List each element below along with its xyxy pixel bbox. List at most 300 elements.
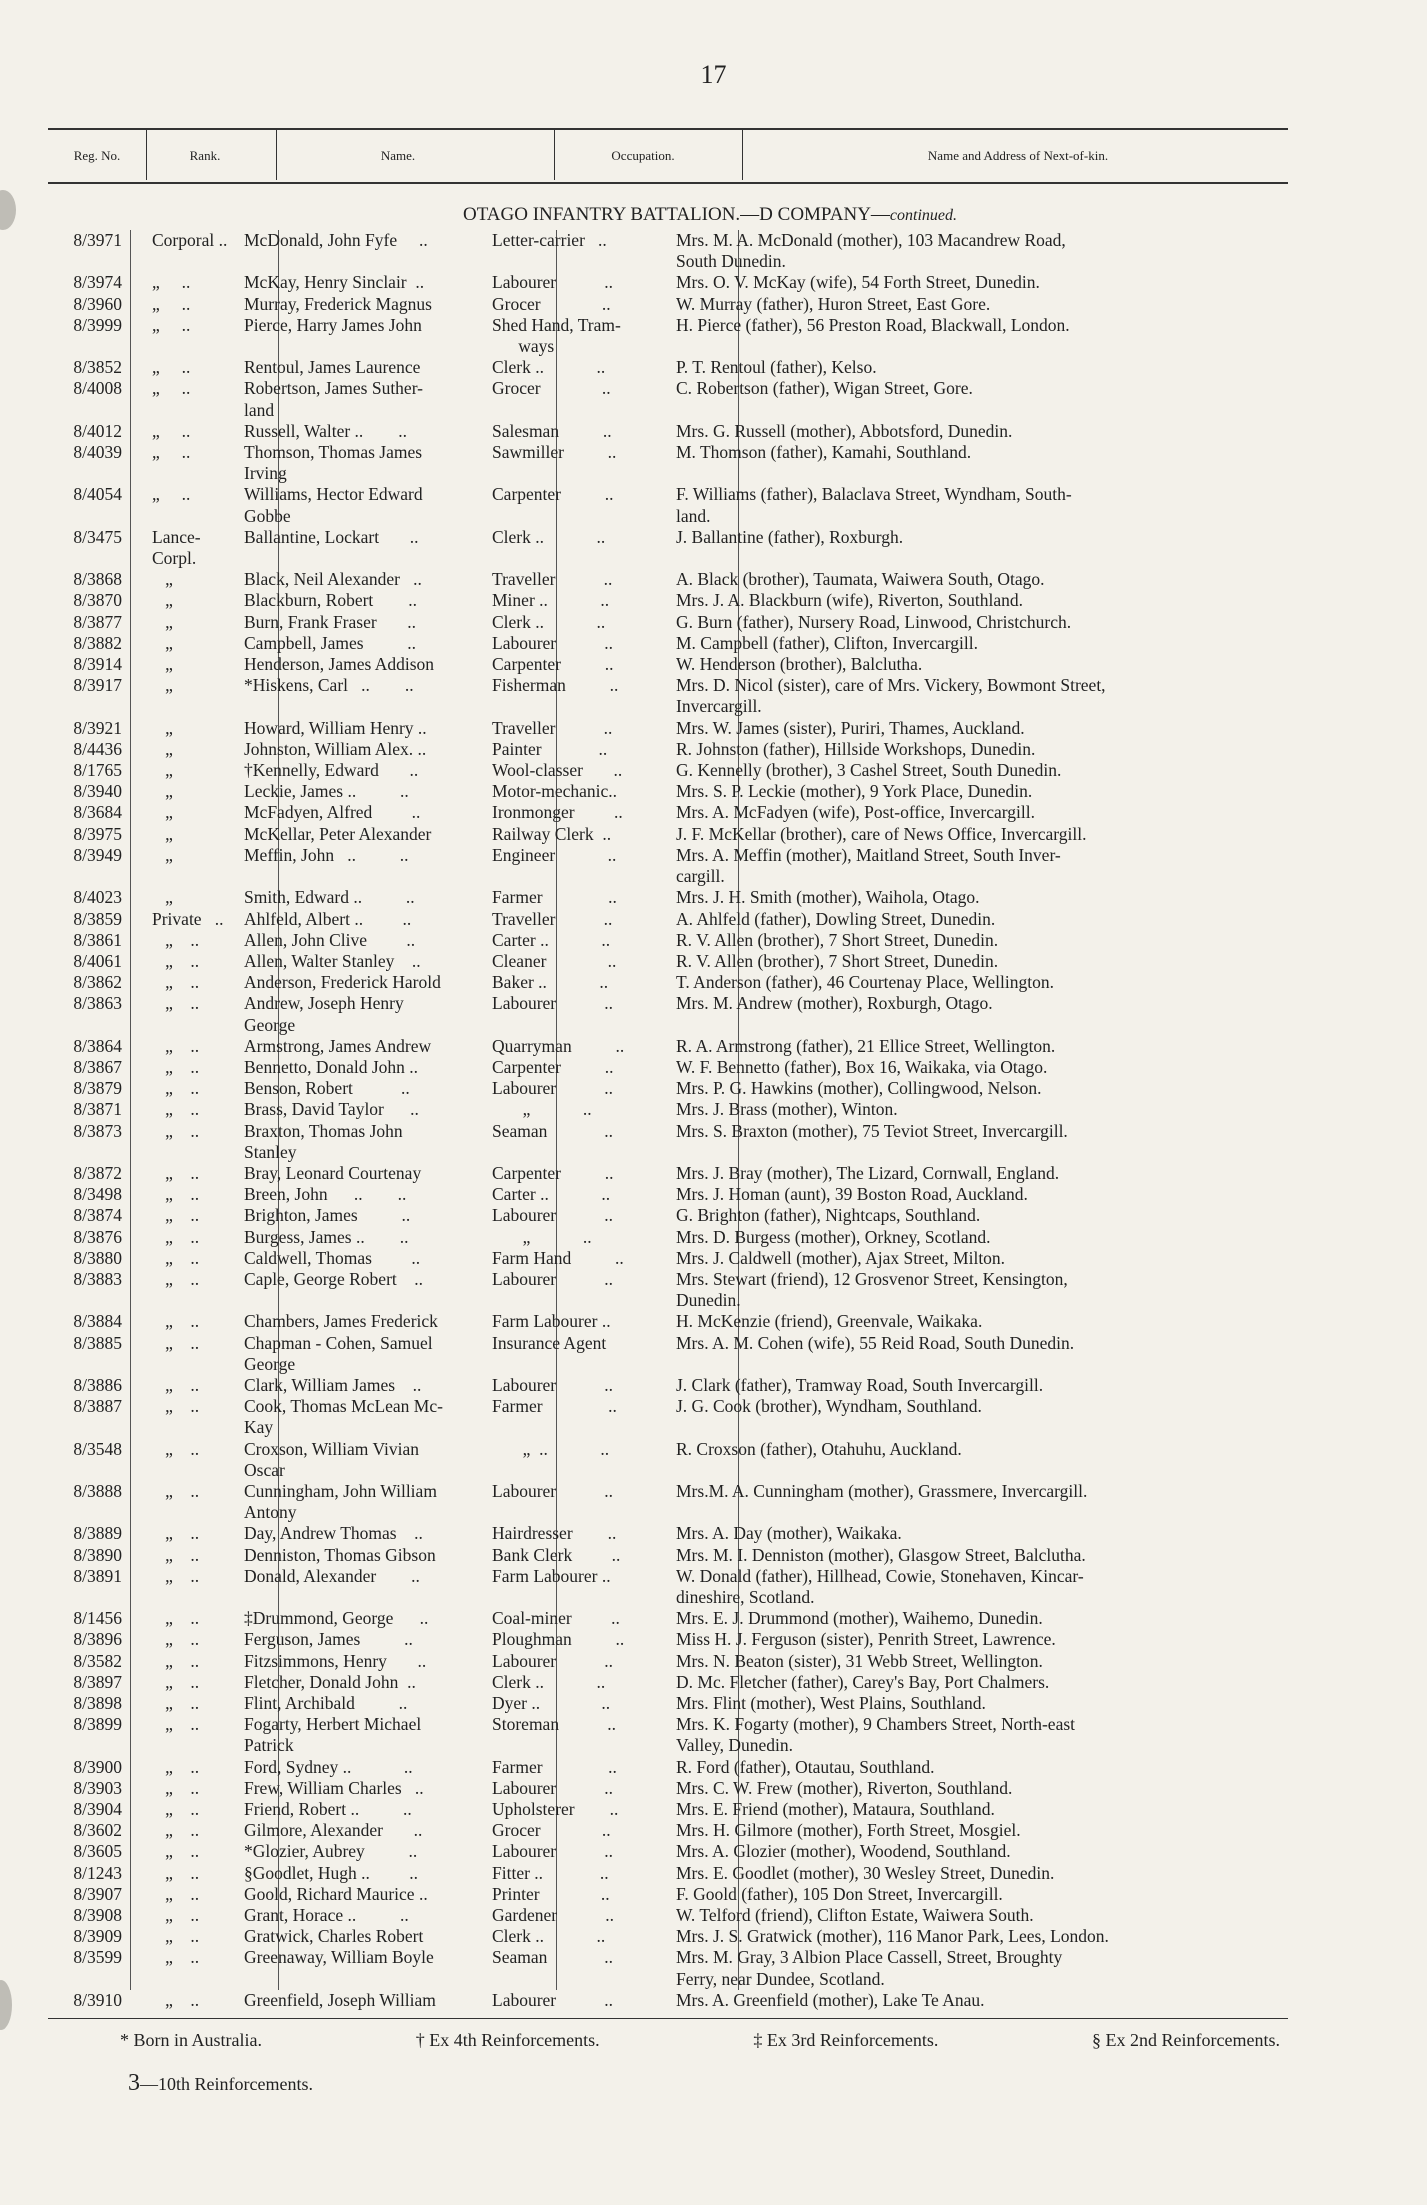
next-of-kin-cell: P. T. Rentoul (father), Kelso. — [676, 357, 877, 378]
reg-no-cell: 8/3879 — [73, 1078, 122, 1099]
rank-cell: „ .. — [152, 993, 200, 1014]
header-next-of-kin: Name and Address of Next-of-kin. — [927, 148, 1109, 163]
name-cell: *Glozier, Aubrey .. — [244, 1841, 418, 1862]
reg-no-cell: 8/3862 — [73, 972, 122, 993]
table-row — [48, 1651, 1318, 1672]
reg-no-cell: 8/3917 — [73, 675, 122, 696]
header-name: Name. — [380, 148, 416, 163]
reg-no-cell: 8/3548 — [73, 1438, 122, 1459]
next-of-kin-cell: Mrs. M. I. Denniston (mother), Glasgow Street, Balclutha. — [676, 1544, 1086, 1565]
name-cell: McDonald, John Fyfe .. — [244, 230, 428, 250]
reg-no-cell: 8/3859 — [73, 908, 122, 929]
occupation-cell: Farmer .. — [492, 1756, 617, 1777]
name-cell: Allen, Walter Stanley .. — [244, 950, 421, 971]
occupation-cell: Farm Hand .. — [492, 1247, 624, 1268]
name-cell: Caple, George Robert .. — [244, 1268, 424, 1289]
footnote: ‡ Ex 3rd Reinforcements. — [753, 2030, 939, 2050]
header-reg-no: Reg. No. — [73, 148, 121, 163]
reg-no-cell: 8/3602 — [73, 1820, 122, 1841]
table-row — [48, 1248, 1318, 1269]
next-of-kin-cell: H. McKenzie (friend), Greenvale, Waikaka. — [676, 1311, 983, 1332]
occupation-cell: Shed Hand, Tram- ways — [492, 314, 621, 357]
reg-no-cell: 8/3882 — [73, 632, 122, 653]
reg-no-cell: 8/3887 — [73, 1396, 122, 1417]
next-of-kin-cell: Mrs. J. Caldwell (mother), Ajax Street, Milton. — [676, 1247, 1006, 1268]
table-row — [48, 1820, 1318, 1841]
page-number: 17 — [700, 60, 727, 89]
occupation-cell: Labourer .. — [492, 993, 614, 1014]
occupation-cell: Labourer .. — [492, 1841, 614, 1862]
occupation-cell: Labourer .. — [492, 1205, 614, 1226]
name-cell: Day, Andrew Thomas .. — [244, 1523, 423, 1544]
occupation-cell: Labourer .. — [492, 632, 614, 653]
name-cell: Ballantine, Lockart .. — [244, 526, 419, 547]
table-row — [48, 1396, 1318, 1438]
reg-no-cell: 8/3900 — [73, 1756, 122, 1777]
occupation-cell: Seaman .. — [492, 1120, 614, 1141]
rank-cell: „ .. — [152, 1650, 200, 1671]
table-row — [48, 802, 1318, 823]
occupation-cell: Fisherman .. — [492, 675, 619, 696]
rank-cell: „ .. — [152, 1544, 200, 1565]
occupation-cell: Miner .. .. — [492, 590, 610, 611]
occupation-cell: Labourer .. — [492, 1777, 614, 1798]
name-cell: Breen, John .. .. — [244, 1184, 407, 1205]
name-cell: Ahlfeld, Albert .. .. — [244, 908, 412, 929]
name-cell: Henderson, James Addison — [244, 654, 435, 675]
occupation-cell: Painter .. — [492, 738, 608, 759]
table-row — [48, 484, 1318, 526]
reg-no-cell: 8/3852 — [73, 357, 122, 378]
reg-no-cell: 8/3904 — [73, 1799, 122, 1820]
name-cell: McFadyen, Alfred .. — [244, 802, 421, 823]
occupation-cell: Ironmonger .. — [492, 802, 623, 823]
reg-no-cell: 8/3909 — [73, 1926, 122, 1947]
reg-no-cell: 8/3960 — [73, 293, 122, 314]
name-cell: Allen, John Clive .. — [244, 929, 416, 950]
occupation-cell: „ .. .. — [492, 1438, 610, 1459]
table-row — [48, 1608, 1318, 1629]
reg-no-cell: 8/3890 — [73, 1544, 122, 1565]
footer-rule — [48, 2018, 1288, 2019]
next-of-kin-cell: W. Donald (father), Hillhead, Cowie, Stonehaven, Kincar- dineshire, Scotland. — [676, 1565, 1084, 1607]
table-row — [48, 1841, 1318, 1862]
reg-no-cell: 8/3940 — [73, 781, 122, 802]
reg-no-cell: 8/3999 — [73, 314, 122, 335]
table-row — [48, 230, 1318, 272]
table-row — [48, 909, 1318, 930]
reg-no-cell: 8/3885 — [73, 1332, 122, 1353]
occupation-cell: Carpenter .. — [492, 484, 614, 505]
next-of-kin-cell: R. Ford (father), Otautau, Southland. — [676, 1756, 935, 1777]
name-cell: Flint, Archibald .. — [244, 1693, 408, 1714]
occupation-cell: Quarryman .. — [492, 1035, 625, 1056]
next-of-kin-cell: A. Black (brother), Taumata, Waiwera South, Otago. — [676, 569, 1045, 590]
rank-cell: „ .. — [152, 1693, 200, 1714]
table-row — [48, 1693, 1318, 1714]
occupation-cell: Wool-classer .. — [492, 760, 623, 781]
table-row — [48, 824, 1318, 845]
next-of-kin-cell: R. V. Allen (brother), 7 Short Street, Dunedin. — [676, 950, 999, 971]
name-cell: Russell, Walter .. .. — [244, 420, 408, 441]
name-cell: Friend, Robert .. .. — [244, 1799, 412, 1820]
table-row — [48, 1227, 1318, 1248]
header-divider — [276, 128, 277, 180]
rank-cell: „ .. — [152, 357, 191, 378]
name-cell: Meffin, John .. .. — [244, 844, 409, 865]
header-divider — [742, 128, 743, 180]
next-of-kin-cell: Mrs. H. Gilmore (mother), Forth Street, Mosgiel. — [676, 1820, 1021, 1841]
rank-cell: „ .. — [152, 1756, 200, 1777]
next-of-kin-cell: M. Campbell (father), Clifton, Invercargill. — [676, 632, 978, 653]
occupation-cell: Labourer .. — [492, 1078, 614, 1099]
reg-no-cell: 8/3498 — [73, 1184, 122, 1205]
next-of-kin-cell: J. Ballantine (father), Roxburgh. — [676, 526, 904, 547]
next-of-kin-cell: G. Brighton (father), Nightcaps, Southland. — [676, 1205, 981, 1226]
next-of-kin-cell: Mrs. A. Glozier (mother), Woodend, Southland. — [676, 1841, 1011, 1862]
occupation-cell: Carpenter .. — [492, 1162, 614, 1183]
rank-cell: „ .. — [152, 378, 191, 399]
next-of-kin-cell: G. Burn (father), Nursery Road, Linwood, Christchurch. — [676, 611, 1072, 632]
next-of-kin-cell: F. Goold (father), 105 Don Street, Invercargill. — [676, 1883, 1003, 1904]
rank-cell: „ .. — [152, 442, 191, 463]
next-of-kin-cell: Mrs. Flint (mother), West Plains, Southland. — [676, 1693, 986, 1714]
rank-cell: „ — [152, 654, 173, 675]
table-row — [48, 930, 1318, 951]
name-cell: Frew, William Charles .. — [244, 1777, 424, 1798]
rank-cell: „ .. — [152, 420, 191, 441]
occupation-cell: Labourer .. — [492, 1374, 614, 1395]
occupation-cell: Labourer .. — [492, 1989, 614, 2010]
table-row — [48, 675, 1318, 717]
footnote: § Ex 2nd Reinforcements. — [1092, 2030, 1280, 2050]
occupation-cell: Traveller .. — [492, 908, 613, 929]
occupation-cell: Farm Labourer .. — [492, 1311, 611, 1332]
next-of-kin-cell: Mrs.M. A. Cunningham (mother), Grassmere, Invercargill. — [676, 1480, 1088, 1501]
rank-cell: „ .. — [152, 972, 200, 993]
reg-no-cell: 8/4436 — [73, 738, 122, 759]
rank-cell: „ — [152, 632, 173, 653]
name-cell: Pierce, Harry James John — [244, 314, 422, 335]
reg-no-cell: 8/3874 — [73, 1205, 122, 1226]
name-cell: *Hiskens, Carl .. .. — [244, 675, 414, 696]
table-row — [48, 1905, 1318, 1926]
rank-cell: „ .. — [152, 1438, 200, 1459]
rank-cell: „ .. — [152, 1629, 200, 1650]
table-row — [48, 1757, 1318, 1778]
occupation-cell: Labourer .. — [492, 1650, 614, 1671]
reg-no-cell: 8/3605 — [73, 1841, 122, 1862]
table-row — [48, 1036, 1318, 1057]
reg-no-cell: 8/4008 — [73, 378, 122, 399]
rank-cell: „ .. — [152, 1184, 200, 1205]
rank-cell: „ — [152, 802, 173, 823]
next-of-kin-cell: Mrs. J. H. Smith (mother), Waihola, Otago. — [676, 887, 980, 908]
next-of-kin-cell: Mrs. J. Bray (mother), The Lizard, Cornwall, England. — [676, 1162, 1060, 1183]
next-of-kin-cell: Mrs. Stewart (friend), 12 Grosvenor Street, Kensington, Dunedin. — [676, 1268, 1068, 1311]
roll-table — [48, 230, 1318, 2011]
occupation-cell: Traveller .. — [492, 717, 613, 738]
reg-no-cell: 8/1456 — [73, 1608, 122, 1629]
name-cell: Smith, Edward .. .. — [244, 887, 415, 908]
occupation-cell: „ .. — [492, 1226, 592, 1247]
occupation-cell: Clerk .. .. — [492, 1671, 606, 1692]
occupation-cell: Cleaner .. — [492, 950, 617, 971]
name-cell: Fitzsimmons, Henry .. — [244, 1650, 427, 1671]
reg-no-cell: 8/3971 — [73, 230, 122, 250]
rank-cell: „ .. — [152, 1162, 200, 1183]
table-row — [48, 1629, 1318, 1650]
rank-cell: „ — [152, 887, 173, 908]
occupation-cell: Grocer .. — [492, 378, 611, 399]
table-row — [48, 421, 1318, 442]
rank-cell: „ — [152, 738, 173, 759]
next-of-kin-cell: Mrs. M. Andrew (mother), Roxburgh, Otago. — [676, 993, 993, 1014]
reg-no-cell: 8/3907 — [73, 1883, 122, 1904]
name-cell: Clark, William James .. — [244, 1374, 422, 1395]
next-of-kin-cell: Mrs. O. V. McKay (wife), 54 Forth Street, Dunedin. — [676, 272, 1040, 293]
reg-no-cell: 8/3880 — [73, 1247, 122, 1268]
name-cell: Burn, Frank Fraser .. — [244, 611, 417, 632]
reg-no-cell: 8/3872 — [73, 1162, 122, 1183]
next-of-kin-cell: R. Croxson (father), Otahuhu, Auckland. — [676, 1438, 962, 1459]
occupation-cell: Railway Clerk .. — [492, 823, 612, 844]
name-cell: Cunningham, John William Antony — [244, 1480, 437, 1523]
table-row — [48, 378, 1318, 420]
rank-cell: „ .. — [152, 1311, 200, 1332]
name-cell: Braxton, Thomas John Stanley — [244, 1120, 403, 1162]
occupation-cell: Storeman .. — [492, 1714, 616, 1735]
name-cell: Greenaway, William Boyle — [244, 1947, 434, 1968]
next-of-kin-cell: Mrs. E. Goodlet (mother), 30 Wesley Street, Dunedin. — [676, 1862, 1055, 1883]
rank-cell: „ .. — [152, 1862, 200, 1883]
reg-no-cell: 8/3949 — [73, 844, 122, 865]
rank-cell: „ .. — [152, 1205, 200, 1226]
rank-cell: „ .. — [152, 1268, 200, 1289]
reg-no-cell: 8/3884 — [73, 1311, 122, 1332]
occupation-cell: Clerk .. .. — [492, 526, 606, 547]
reg-no-cell: 8/3889 — [73, 1523, 122, 1544]
name-cell: Gratwick, Charles Robert — [244, 1926, 424, 1947]
name-cell: Johnston, William Alex. .. — [244, 738, 427, 759]
occupation-cell: Grocer .. — [492, 293, 611, 314]
table-row — [48, 993, 1318, 1035]
occupation-cell: Dyer .. .. — [492, 1693, 611, 1714]
name-cell: Caldwell, Thomas .. — [244, 1247, 421, 1268]
rank-cell: „ .. — [152, 1078, 200, 1099]
reg-no-cell: 8/3867 — [73, 1056, 122, 1077]
table-row — [48, 633, 1318, 654]
rank-cell: Lance-Corpl. — [152, 526, 201, 569]
occupation-cell: Salesman .. — [492, 420, 612, 441]
rank-cell: „ .. — [152, 1905, 200, 1926]
reg-no-cell: 8/3886 — [73, 1374, 122, 1395]
reg-no-cell: 8/3898 — [73, 1693, 122, 1714]
occupation-cell: Ploughman .. — [492, 1629, 625, 1650]
name-cell: Chambers, James Frederick — [244, 1311, 438, 1332]
next-of-kin-cell: Mrs. C. W. Frew (mother), Riverton, Southland. — [676, 1777, 1013, 1798]
name-cell: †Kennelly, Edward .. — [244, 760, 419, 781]
rank-cell: „ .. — [152, 1799, 200, 1820]
next-of-kin-cell: Mrs. A. Meffin (mother), Maitland Street, South Inver- cargill. — [676, 844, 1061, 887]
rank-cell: „ — [152, 590, 173, 611]
reg-no-cell: 8/3974 — [73, 272, 122, 293]
rank-cell: „ .. — [152, 1671, 200, 1692]
table-row — [48, 1099, 1318, 1120]
reg-no-cell: 8/3599 — [73, 1947, 122, 1968]
next-of-kin-cell: Mrs. A. Day (mother), Waikaka. — [676, 1523, 902, 1544]
next-of-kin-cell: Mrs. J. S. Gratwick (mother), 116 Manor Park, Lees, London. — [676, 1926, 1109, 1947]
reg-no-cell: 8/3877 — [73, 611, 122, 632]
table-row — [48, 951, 1318, 972]
reg-no-cell: 8/3910 — [73, 1989, 122, 2010]
next-of-kin-cell: W. Henderson (brother), Balclutha. — [676, 654, 923, 675]
table-row — [48, 654, 1318, 675]
name-cell: ‡Drummond, George .. — [244, 1608, 429, 1629]
occupation-cell: Labourer .. — [492, 1268, 614, 1289]
table-row — [48, 590, 1318, 611]
rank-cell: „ .. — [152, 1374, 200, 1395]
table-header — [48, 128, 1288, 184]
rank-cell: „ .. — [152, 950, 200, 971]
reg-no-cell: 8/3899 — [73, 1714, 122, 1735]
header-divider — [554, 128, 555, 180]
rank-cell: „ .. — [152, 1247, 200, 1268]
rank-cell: Private .. — [152, 908, 224, 929]
reg-no-cell: 8/3475 — [73, 526, 122, 547]
name-cell: Denniston, Thomas Gibson — [244, 1544, 436, 1565]
next-of-kin-cell: Mrs. M. A. McDonald (mother), 103 Macandrew Road, South Dunedin. — [676, 230, 1066, 272]
table-row — [48, 887, 1318, 908]
table-row — [48, 1439, 1318, 1481]
table-row — [48, 315, 1318, 357]
reg-no-cell: 8/3908 — [73, 1905, 122, 1926]
next-of-kin-cell: Mrs. K. Fogarty (mother), 9 Chambers Street, North-east Valley, Dunedin. — [676, 1714, 1076, 1756]
reg-no-cell: 8/3582 — [73, 1650, 122, 1671]
table-row — [48, 1375, 1318, 1396]
name-cell: Leckie, James .. .. — [244, 781, 409, 802]
rank-cell: „ .. — [152, 1099, 200, 1120]
next-of-kin-cell: T. Anderson (father), 46 Courtenay Place, Wellington. — [676, 972, 1054, 993]
occupation-cell: Farm Labourer .. — [492, 1565, 611, 1586]
reg-no-cell: 8/3868 — [73, 569, 122, 590]
name-cell: Andrew, Joseph Henry George — [244, 993, 404, 1035]
table-row — [48, 357, 1318, 378]
rank-cell: „ — [152, 844, 173, 865]
rank-cell: „ .. — [152, 1396, 200, 1417]
table-row — [48, 1566, 1318, 1608]
occupation-cell: Labourer .. — [492, 272, 614, 293]
next-of-kin-cell: Mrs. A. M. Cohen (wife), 55 Reid Road, South Dunedin. — [676, 1332, 1075, 1353]
next-of-kin-cell: C. Robertson (father), Wigan Street, Gore. — [676, 378, 973, 399]
print-code-text: —10th Reinforcements. — [140, 2074, 313, 2094]
occupation-cell: Engineer .. — [492, 844, 617, 865]
reg-no-cell: 8/3863 — [73, 993, 122, 1014]
occupation-cell: Clerk .. .. — [492, 611, 606, 632]
rank-cell: „ — [152, 569, 173, 590]
table-row — [48, 1184, 1318, 1205]
name-cell: Brass, David Taylor .. — [244, 1099, 419, 1120]
name-cell: McKay, Henry Sinclair .. — [244, 272, 425, 293]
next-of-kin-cell: R. V. Allen (brother), 7 Short Street, Dunedin. — [676, 929, 999, 950]
next-of-kin-cell: Mrs. P. G. Hawkins (mother), Collingwood, Nelson. — [676, 1078, 1042, 1099]
reg-no-cell: 8/3891 — [73, 1565, 122, 1586]
reg-no-cell: 8/3975 — [73, 823, 122, 844]
name-cell: Robertson, James Suther- land — [244, 378, 423, 420]
reg-no-cell: 8/4054 — [73, 484, 122, 505]
table-row — [48, 1990, 1318, 2011]
next-of-kin-cell: G. Kennelly (brother), 3 Cashel Street, South Dunedin. — [676, 760, 1062, 781]
name-cell: Greenfield, Joseph William — [244, 1989, 436, 2010]
rank-cell: „ .. — [152, 929, 200, 950]
reg-no-cell: 8/3888 — [73, 1480, 122, 1501]
name-cell: Benson, Robert .. — [244, 1078, 410, 1099]
reg-no-cell: 8/4061 — [73, 950, 122, 971]
occupation-cell: Fitter .. .. — [492, 1862, 609, 1883]
name-cell: McKellar, Peter Alexander — [244, 823, 432, 844]
name-cell: Burgess, James .. .. — [244, 1226, 409, 1247]
table-row — [48, 527, 1318, 569]
name-cell: Donald, Alexander .. — [244, 1565, 420, 1586]
rank-cell: „ .. — [152, 1989, 200, 2010]
next-of-kin-cell: Mrs. D. Nicol (sister), care of Mrs. Vickery, Bowmont Street, Invercargill. — [676, 675, 1106, 717]
reg-no-cell: 8/3897 — [73, 1671, 122, 1692]
occupation-cell: Clerk .. .. — [492, 357, 606, 378]
name-cell: Armstrong, James Andrew — [244, 1035, 432, 1056]
table-row — [48, 1078, 1318, 1099]
rank-cell: „ .. — [152, 1120, 200, 1141]
next-of-kin-cell: Mrs. S. P. Leckie (mother), 9 York Place, Dunedin. — [676, 781, 1033, 802]
next-of-kin-cell: M. Thomson (father), Kamahi, Southland. — [676, 442, 972, 463]
name-cell: Chapman - Cohen, Samuel George — [244, 1332, 433, 1374]
header-divider — [146, 128, 147, 180]
reg-no-cell: 8/3861 — [73, 929, 122, 950]
table-row — [48, 1481, 1318, 1523]
table-row — [48, 1714, 1318, 1756]
occupation-cell: Insurance Agent — [492, 1332, 607, 1353]
table-row — [48, 294, 1318, 315]
reg-no-cell: 8/3896 — [73, 1629, 122, 1650]
name-cell: Anderson, Frederick Harold — [244, 972, 441, 993]
occupation-cell: Carpenter .. — [492, 1056, 614, 1077]
table-row — [48, 1545, 1318, 1566]
next-of-kin-cell: Mrs. W. James (sister), Puriri, Thames, Auckland. — [676, 717, 1025, 738]
table-row — [48, 1799, 1318, 1820]
table-row — [48, 1205, 1318, 1226]
next-of-kin-cell: Mrs. S. Braxton (mother), 75 Teviot Street, Invercargill. — [676, 1120, 1068, 1141]
name-cell: Blackburn, Robert .. — [244, 590, 418, 611]
next-of-kin-cell: Mrs. J. Brass (mother), Winton. — [676, 1099, 898, 1120]
occupation-cell: Seaman .. — [492, 1947, 614, 1968]
next-of-kin-cell: J. G. Cook (brother), Wyndham, Southland. — [676, 1396, 982, 1417]
binding-hole — [0, 1980, 12, 2030]
next-of-kin-cell: F. Williams (father), Balaclava Street, Wyndham, South- land. — [676, 484, 1072, 526]
name-cell: Black, Neil Alexander .. — [244, 569, 422, 590]
table-row — [48, 1311, 1318, 1332]
occupation-cell: Grocer .. — [492, 1820, 611, 1841]
name-cell: Fogarty, Herbert Michael Patrick — [244, 1714, 422, 1756]
table-row — [48, 272, 1318, 293]
reg-no-cell: 8/3870 — [73, 590, 122, 611]
next-of-kin-cell: A. Ahlfeld (father), Dowling Street, Dunedin. — [676, 908, 996, 929]
occupation-cell: Carter .. .. — [492, 1184, 611, 1205]
table-row — [48, 569, 1318, 590]
rank-cell: „ .. — [152, 1883, 200, 1904]
table-row — [48, 1057, 1318, 1078]
next-of-kin-cell: Mrs. M. Gray, 3 Albion Place Cassell, Street, Broughty Ferry, near Dundee, Scotland. — [676, 1947, 1063, 1989]
occupation-cell: Letter-carrier .. — [492, 230, 607, 250]
name-cell: Croxson, William Vivian Oscar — [244, 1438, 420, 1480]
